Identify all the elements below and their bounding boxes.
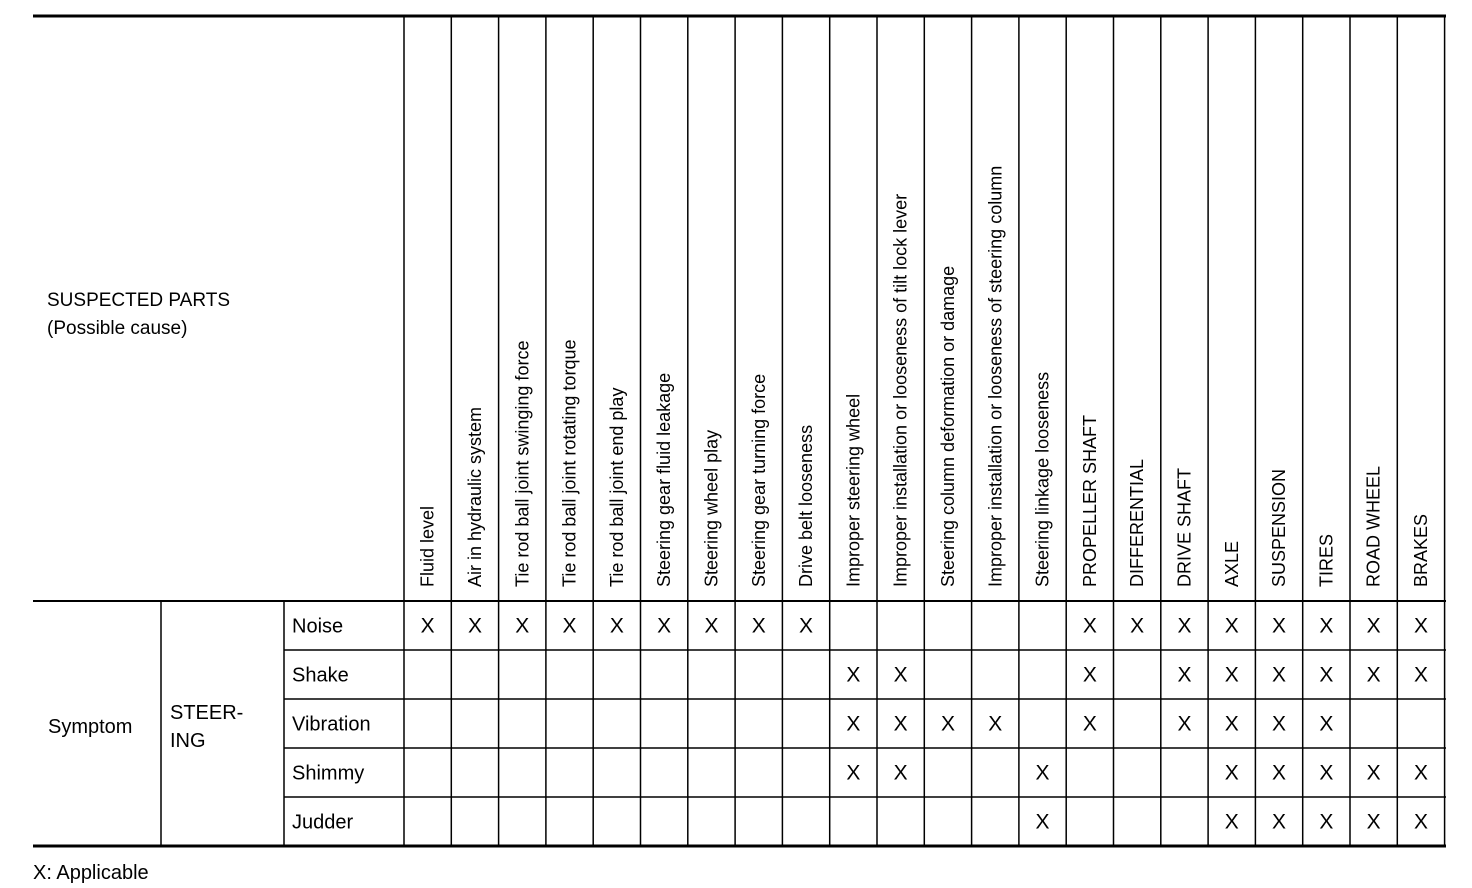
applicable-mark: X [1319, 712, 1334, 736]
applicable-mark: X [1272, 810, 1287, 834]
applicable-mark: X [1413, 614, 1428, 638]
applicable-mark: X [1082, 614, 1097, 638]
applicable-mark: X [799, 614, 814, 638]
column-header: SUSPENSION [1269, 468, 1290, 587]
symptom-label: Symptom [48, 716, 133, 738]
column-header: Improper installation or looseness of tilt lock lever [890, 193, 911, 587]
applicable-mark: X [846, 712, 861, 736]
applicable-mark: X [846, 663, 861, 687]
applicable-mark: X [988, 712, 1003, 736]
applicable-mark: X [1366, 614, 1381, 638]
column-header: Drive belt looseness [796, 424, 817, 587]
applicable-mark: X [1319, 663, 1334, 687]
applicable-mark: X [467, 614, 482, 638]
applicable-mark: X [515, 614, 530, 638]
column-header: BRAKES [1410, 513, 1431, 587]
applicable-mark: X [1035, 761, 1050, 785]
steering-group-label-line2: ING [170, 730, 206, 752]
applicable-mark: X [1177, 663, 1192, 687]
steering-group-label-line1: STEER- [170, 702, 244, 724]
applicable-mark: X [1272, 761, 1287, 785]
row-labels [292, 616, 371, 834]
applicable-mark: X [1177, 712, 1192, 736]
column-header: Improper steering wheel [843, 393, 864, 587]
applicable-mark: X [1319, 761, 1334, 785]
applicable-mark: X [751, 614, 766, 638]
column-header: DIFFERENTIAL [1127, 458, 1148, 587]
column-header: Steering column deformation or damage [937, 265, 958, 587]
applicable-mark: X [1319, 810, 1334, 834]
applicable-mark: X [420, 614, 435, 638]
applicable-mark: X [1272, 712, 1287, 736]
column-header: Steering wheel play [701, 429, 722, 587]
applicable-mark: X [657, 614, 672, 638]
row-label-shimmy: Shimmy [292, 762, 365, 785]
applicable-mark: X [704, 614, 719, 638]
applicable-mark: X [1082, 663, 1097, 687]
applicable-mark: X [609, 614, 624, 638]
applicable-mark: X [1177, 614, 1192, 638]
applicable-mark: X [846, 761, 861, 785]
column-header: DRIVE SHAFT [1174, 467, 1195, 587]
column-header: Improper installation or looseness of steering column [985, 165, 1006, 587]
applicable-mark: X [1413, 663, 1428, 687]
column-header: Steering linkage looseness [1032, 371, 1053, 587]
applicable-mark: X [893, 761, 908, 785]
column-header: TIRES [1316, 533, 1337, 587]
applicable-mark: X [1272, 663, 1287, 687]
column-header: Air in hydraulic system [464, 406, 485, 587]
row-label-shake: Shake [292, 664, 349, 687]
column-header: Steering gear turning force [748, 373, 769, 587]
applicable-mark: X [562, 614, 577, 638]
column-header: Tie rod ball joint swinging force [512, 340, 533, 587]
applicable-mark: X [1130, 614, 1145, 638]
column-header: Steering gear fluid leakage [654, 372, 675, 587]
applicable-mark: X [1224, 712, 1239, 736]
applicable-mark: X [1366, 761, 1381, 785]
suspected-parts-title: SUSPECTED PARTS [47, 290, 231, 311]
column-header: Tie rod ball joint rotating torque [559, 339, 580, 587]
applicable-mark: X [893, 663, 908, 687]
applicable-mark: X [1224, 761, 1239, 785]
applicable-mark: X [1366, 810, 1381, 834]
applicable-mark: X [1366, 663, 1381, 687]
row-label-judder: Judder [292, 811, 354, 834]
legend-applicable: X: Applicable [33, 862, 149, 884]
column-header: Tie rod ball joint end play [606, 387, 627, 587]
column-header: PROPELLER SHAFT [1079, 414, 1100, 587]
applicable-mark: X [1319, 614, 1334, 638]
row-label-vibration: Vibration [292, 713, 371, 736]
applicable-mark: X [1413, 810, 1428, 834]
applicable-mark: X [1224, 810, 1239, 834]
applicable-mark: X [1082, 712, 1097, 736]
applicable-mark: X [940, 712, 955, 736]
applicable-mark: X [1224, 663, 1239, 687]
possible-cause-subtitle: (Possible cause) [47, 318, 188, 339]
column-header: AXLE [1221, 540, 1242, 587]
applicable-mark: X [893, 712, 908, 736]
applicable-mark: X [1272, 614, 1287, 638]
column-header: ROAD WHEEL [1363, 465, 1384, 587]
column-header: Fluid level [417, 505, 438, 587]
applicable-mark: X [1413, 761, 1428, 785]
applicable-mark: X [1035, 810, 1050, 834]
row-label-noise: Noise [292, 615, 344, 638]
applicable-mark: X [1224, 614, 1239, 638]
